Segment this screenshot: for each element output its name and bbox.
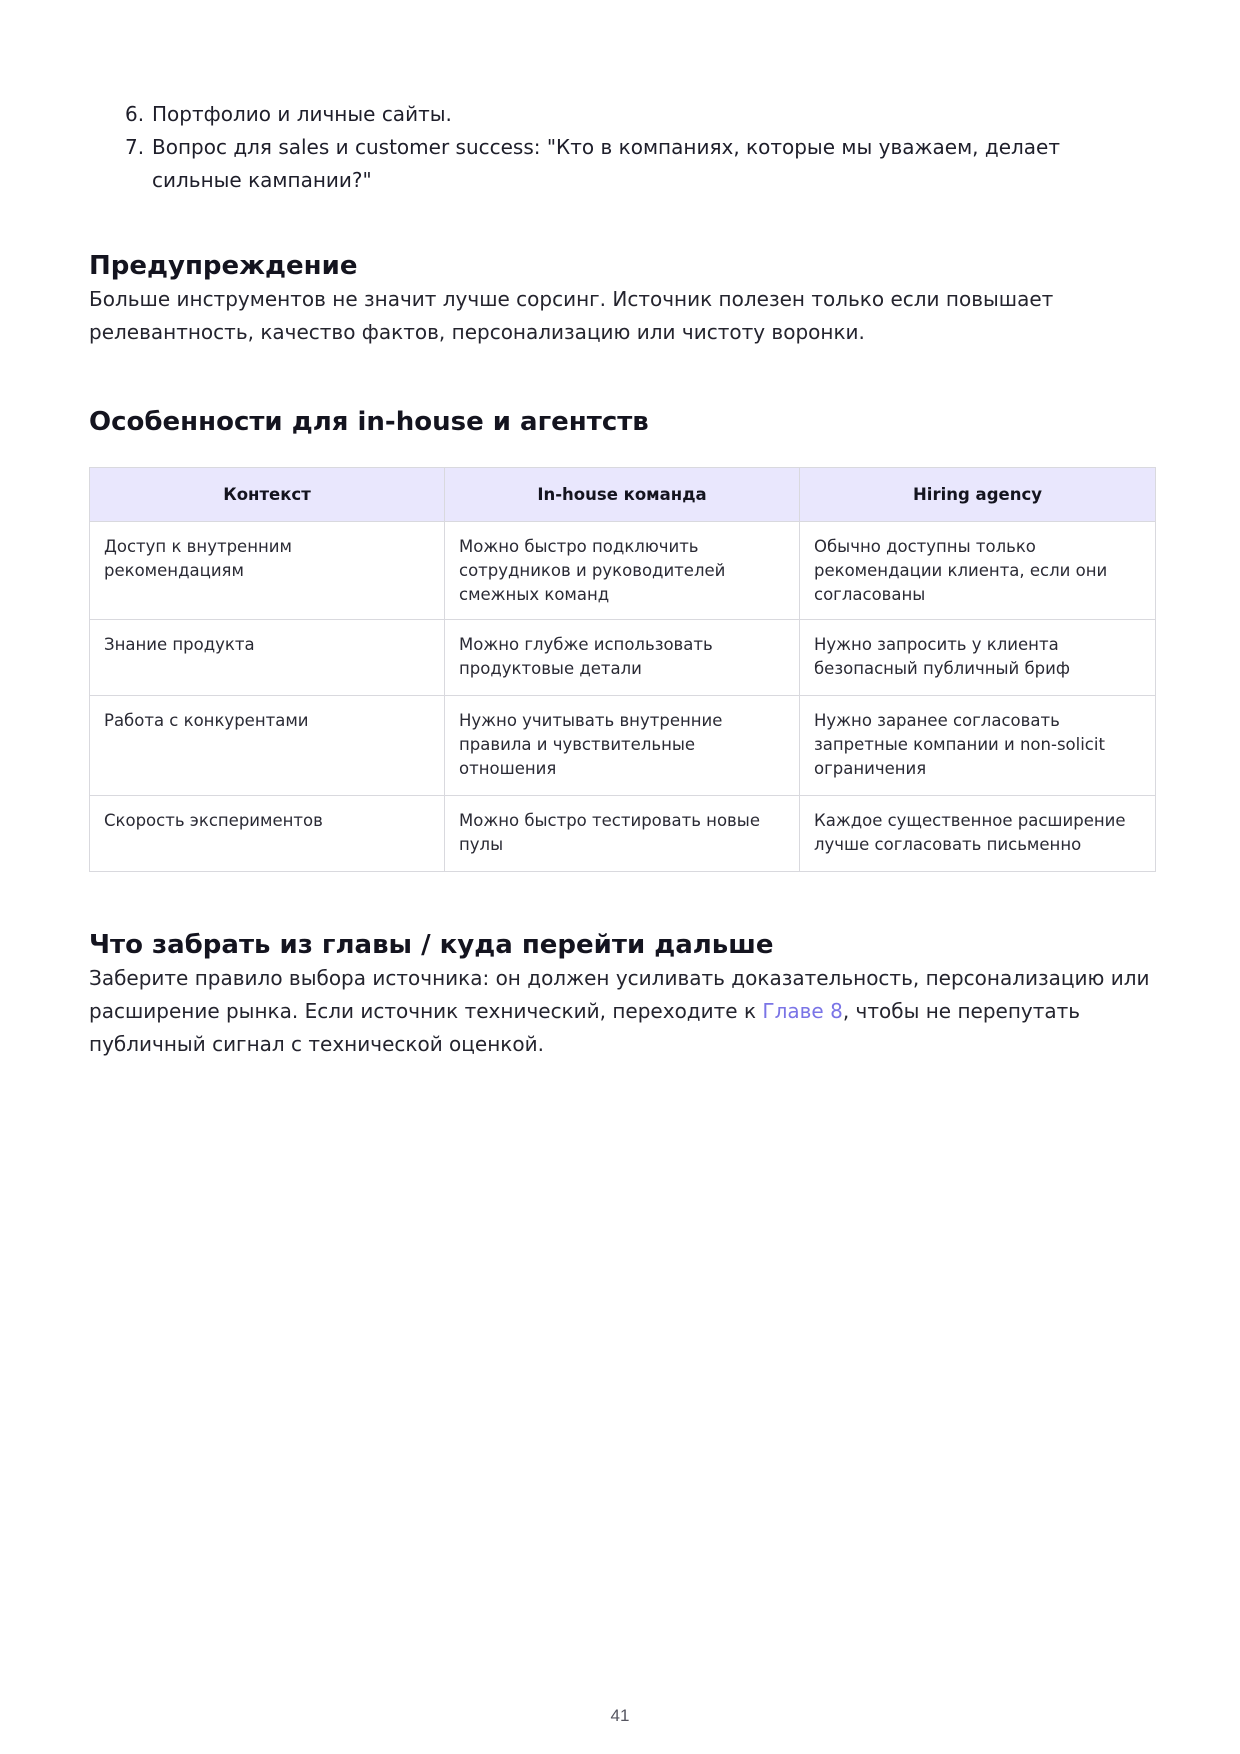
table-row	[90, 620, 1156, 696]
takeaway-text-before: Заберите правило выбора источника: он должен усиливать доказательность, персонализацию или расширение рынка. Если источник технический, переходите к	[89, 966, 1150, 1023]
page-number: 41	[610, 1706, 630, 1725]
table-header-row	[90, 468, 1156, 522]
table-cell: Можно глубже использовать продуктовые детали	[445, 620, 800, 696]
table-row	[90, 696, 1156, 796]
table-cell: Обычно доступны только рекомендации клиента, если они согласованы	[800, 522, 1156, 620]
features-heading: Особенности для in-house и агентств	[89, 407, 649, 437]
numbered-list	[89, 98, 1155, 197]
list-item-number: 7.	[125, 135, 145, 159]
warning-paragraph: Больше инструментов не значит лучше сорсинг. Источник полезен только если повышает релевантность, качество фактов, персонализацию или чистоту воронки.	[89, 287, 1054, 344]
takeaway-paragraph	[89, 962, 1155, 1061]
comparison-table	[89, 467, 1156, 872]
table-row	[90, 796, 1156, 872]
column-header-agency: Hiring agency	[800, 468, 1156, 522]
table-cell: Нужно учитывать внутренние правила и чувствительные отношения	[445, 696, 800, 796]
chapter-8-link[interactable]: Главе 8	[762, 999, 843, 1023]
list-item-text: Вопрос для sales и customer success: "Кто в компаниях, которые мы уважаем, делает сильные кампании?"	[152, 135, 1061, 192]
table-cell: Доступ к внутренним рекомендациям	[90, 522, 445, 620]
warning-heading: Предупреждение	[89, 251, 358, 281]
table-cell: Скорость экспериментов	[90, 796, 445, 872]
table-cell: Работа с конкурентами	[90, 696, 445, 796]
table-cell: Каждое существенное расширение лучше согласовать письменно	[800, 796, 1156, 872]
table-cell: Нужно заранее согласовать запретные компании и non-solicit ограничения	[800, 696, 1156, 796]
table-cell: Нужно запросить у клиента безопасный публичный бриф	[800, 620, 1156, 696]
list-item-number: 6.	[125, 102, 145, 126]
list-item	[89, 98, 1155, 131]
takeaway-text-after: , чтобы не перепутать публичный сигнал с технической оценкой.	[89, 999, 1081, 1056]
table-cell: Можно быстро тестировать новые пулы	[445, 796, 800, 872]
takeaway-heading: Что забрать из главы / куда перейти дальше	[89, 930, 774, 960]
list-item-text: Портфолио и личные сайты.	[152, 102, 452, 126]
table-cell: Можно быстро подключить сотрудников и руководителей смежных команд	[445, 522, 800, 620]
page-content	[89, 98, 1155, 1061]
list-item	[89, 131, 1155, 197]
table-row	[90, 522, 1156, 620]
column-header-context: Контекст	[90, 468, 445, 522]
column-header-in-house: In-house команда	[445, 468, 800, 522]
table-cell: Знание продукта	[90, 620, 445, 696]
